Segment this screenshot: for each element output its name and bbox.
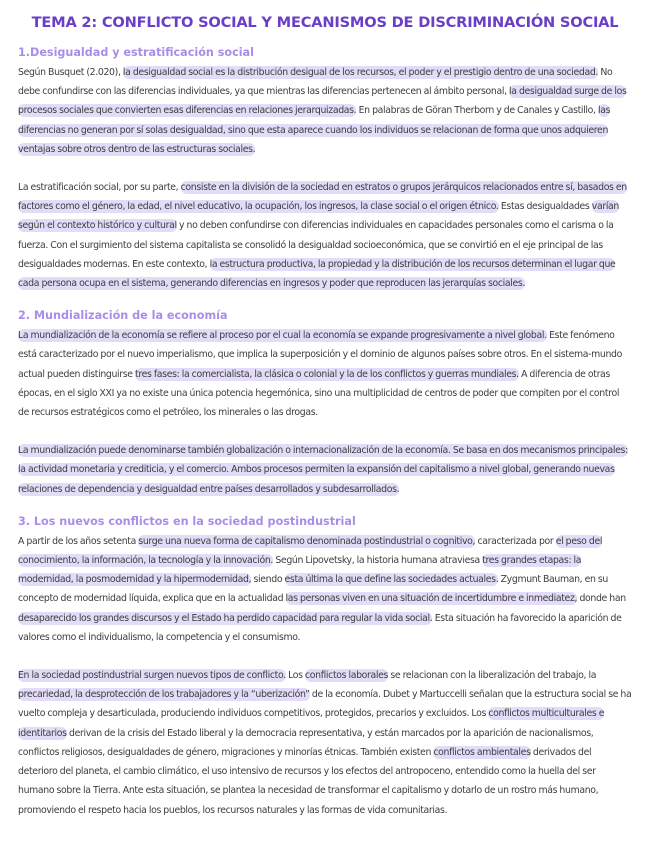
highlighted-text: varían según el contexto histórico y cultural	[18, 201, 620, 232]
text-run: A diferencia de otras épocas, en el siglo XXI ya no existe una única potencia hegemónica, sino una multiplicidad de centros de poder que compiten por el control de recursos estratégicos como el petróleo, los minerales o las drogas.	[18, 368, 620, 419]
highlighted-text: la estructura productiva, la propiedad y la distribución de los recursos determinan el lugar que cada persona ocupa en el sistema, generando diferencias en ingresos y poder que reproducen las jerarquías sociales.	[18, 258, 616, 290]
highlighted-text: el peso del conocimiento, la información, la tecnología y la innovación.	[18, 535, 603, 567]
paragraph	[18, 532, 632, 647]
text-run: A partir de los años setenta	[18, 535, 139, 547]
text-run: La estratificación social, por su parte,	[18, 182, 181, 194]
highlighted-text: las diferencias no generan por sí solas desigualdad, sino que esta aparece cuando los individuos se relacionan de forma que unos adquieren ventajas sobre otros dentro de las estructuras sociales.	[18, 105, 611, 155]
highlighted-text: En la sociedad postindustrial surgen nuevos tipos de conflicto.	[18, 670, 286, 682]
highlighted-text: la desigualdad surge de los procesos sociales que convierten esas diferencias en relaciones jerarquizadas.	[18, 86, 627, 117]
highlighted-text: la desigualdad social es la distribución desigual de los recursos, el poder y el prestigio dentro de una sociedad.	[122, 67, 599, 78]
highlighted-text: surge una nueva forma de capitalismo denominada postindustrial o cognitivo,	[138, 535, 476, 547]
paragraph	[18, 178, 632, 293]
section-3	[18, 514, 632, 820]
highlighted-text: tres grandes etapas: la modernidad, la posmodernidad y la hipermodernidad,	[18, 555, 582, 586]
paragraph	[18, 63, 632, 159]
highlighted-text: La mundialización puede denominarse también globalización o internacionalización de la economía. Se basa en dos mecanismos principales: la actividad monetaria y crediticia, y el comercio. Ambos procesos permiten la expansión del capitalismo a nivel global, generando nuevas relaciones de dependencia y desigualdad entre países desarrollados y subdesarrollados.	[18, 445, 628, 495]
text-run: de la economía. Dubet y Martuccelli señalan que la estructura social se ha vuelto compleja y desarticulada, produciendo individuos competitivos, protegidos, precarios y excluidos. Los	[18, 689, 632, 720]
paragraph	[18, 326, 632, 422]
text-run: Este fenómeno está caracterizado por el nuevo imperialismo, que implica la superposición y el dominio de algunos países sobre otros. En el sistema-mundo actual pueden distinguirse	[18, 330, 623, 380]
page-title: TEMA 2: CONFLICTO SOCIAL Y MECANISMOS DE DISCRIMINACIÓN SOCIAL	[31, 14, 619, 31]
highlighted-text: esta última la que define las sociedades actuales.	[284, 574, 499, 586]
highlighted-text: conflictos laborales	[305, 670, 389, 682]
section-1	[18, 45, 632, 293]
highlighted-text: precariedad, la desprotección de los trabajadores y la “uberización”	[18, 689, 310, 701]
highlighted-text: conflictos multiculturales e identitarios	[18, 708, 605, 739]
highlighted-text: consiste en la división de la sociedad en estratos o grupos jerárquicos relacionados entre sí, basados en factores como el género, la edad, el nivel educativo, la ocupación, los ingresos, la clase social o el origen étnico.	[18, 182, 627, 213]
highlighted-text: La mundialización de la economía se refiere al proceso por el cual la economía se expande progresivamente a nivel global.	[18, 330, 547, 342]
text-run: siendo	[251, 574, 285, 586]
section-2	[18, 308, 632, 499]
text-run: derivados del deterioro del planeta, el cambio climático, el uso intensivo de recursos y los efectos del antropoceno, entendido como la huella del ser humano sobre la Tierra. Ante esta situación, se plantea la necesidad de transformar el capitalismo y dotarlo de un rostro más humano, promoviendo el respeto hacia los pueblos, los recursos naturales y las formas de vida comunitarias.	[18, 746, 599, 816]
text-run: Los	[285, 670, 305, 682]
text-run: En palabras de Göran Therborn y de Canales y Castillo,	[356, 105, 598, 117]
section-heading: 3. Los nuevos conflictos en la sociedad postindustrial	[18, 514, 356, 528]
paragraph	[18, 666, 632, 820]
text-run: y no deben confundirse con diferencias individuales en capacidades personales como el carisma o la fuerza. Con el surgimiento del sistema capitalista se consolidó la desigualdad socioeconómica, que se convirtió en el eje principal de las desigualdades modernas. En este contexto,	[18, 220, 614, 270]
text-run: derivan de la crisis del Estado liberal y la democracia representativa, y están marcados por la aparición de nacionalismos, conflictos religiosos, desigualdades de género, migraciones y minorías étnicas. También existen	[18, 727, 594, 758]
text-run: donde han	[577, 593, 626, 605]
highlighted-text: desaparecido los grandes discursos y el Estado ha perdido capacidad para regular la vida social.	[18, 612, 433, 624]
text-run: Estas desigualdades	[498, 201, 592, 213]
text-run: Zygmunt Bauman, en su concepto de modernidad líquida, explica que en la actualidad	[18, 574, 609, 605]
section-heading: 2. Mundialización de la economía	[18, 309, 228, 323]
text-run: caracterizada por	[475, 535, 556, 547]
highlighted-text: conflictos ambientales	[433, 746, 531, 758]
paragraph	[18, 441, 632, 499]
text-run: se relacionan con la liberalización del trabajo, la	[388, 670, 597, 682]
highlighted-text: tres fases: la comercialista, la clásica o colonial y la de los conflictos y guerras mundiales.	[135, 368, 519, 380]
text-run: No debe confundirse con las diferencias individuales, ya que mientras las diferencias pertenecen al ámbito personal,	[18, 67, 613, 98]
highlighted-text: las personas viven en una situación de incertidumbre e inmediatez,	[285, 593, 578, 605]
section-heading: 1.Desigualdad y estratificación social	[18, 46, 254, 59]
text-run: Según Busquet (2.020),	[18, 67, 123, 78]
text-run: Esta situación ha favorecido la aparición de valores como el individualismo, la competencia y el consumismo.	[18, 612, 622, 643]
text-run: Según Lipovetsky, la historia humana atraviesa	[273, 555, 483, 567]
